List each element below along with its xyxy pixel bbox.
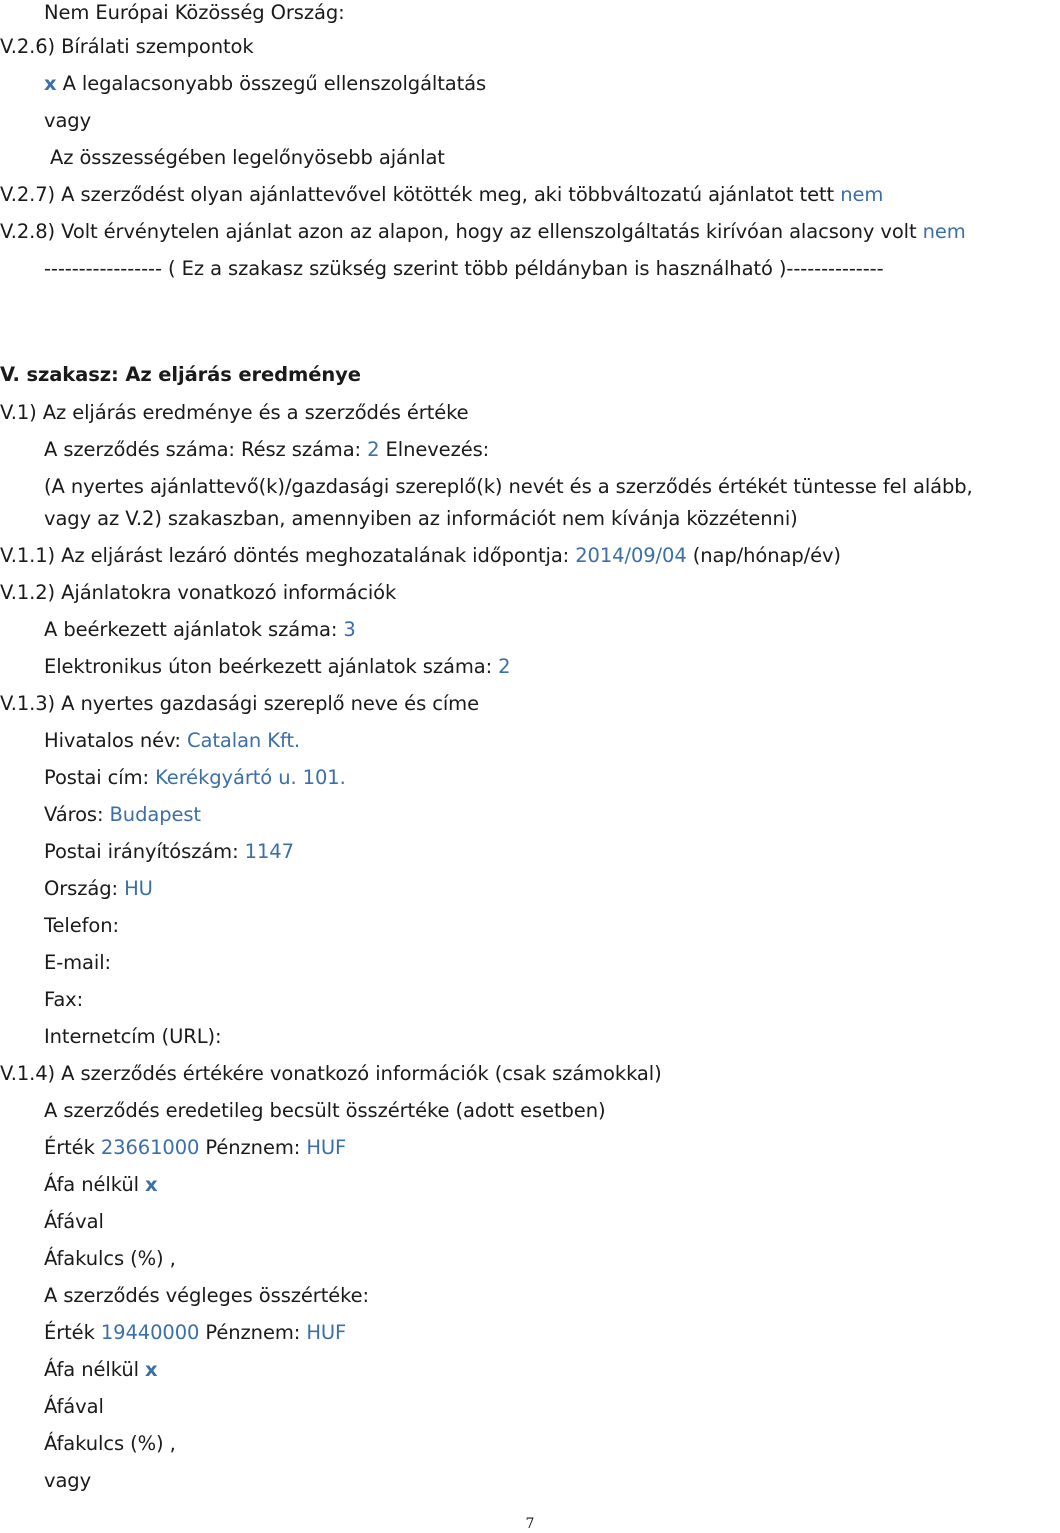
- or-text-bottom: vagy: [44, 1469, 92, 1492]
- url-line: Internetcím (URL):: [44, 1025, 222, 1048]
- final-value-amount: 19440000: [100, 1321, 200, 1344]
- winner-heading: V.1.3) A nyertes gazdasági szereplő neve és címe: [0, 692, 479, 715]
- postal-address-line: Postai cím: Kerékgyártó u. 101.: [44, 766, 346, 789]
- official-name-line: Hivatalos név: Catalan Kft.: [44, 729, 301, 752]
- city-line: Város: Budapest: [44, 803, 201, 826]
- decision-date-line: V.1.1) Az eljárást lezáró döntés meghozatalának időpontja: 2014/09/04 (nap/hónap/év): [0, 544, 841, 567]
- final-value-currency: HUF: [306, 1321, 347, 1344]
- final-without-vat-line: Áfa nélkül x: [44, 1358, 158, 1381]
- postal-code-value: 1147: [244, 840, 294, 863]
- estimated-value-line: Érték 23661000 Pénznem: HUF: [44, 1136, 347, 1159]
- award-criteria-heading: V.2.6) Bírálati szempontok: [0, 35, 254, 58]
- offers-received-line: A beérkezett ajánlatok száma: 3: [44, 618, 356, 641]
- estimated-without-vat-line: Áfa nélkül x: [44, 1173, 158, 1196]
- electronic-offers-line: Elektronikus úton beérkezett ajánlatok száma: 2: [44, 655, 511, 678]
- final-value-heading: A szerződés végleges összértéke:: [44, 1284, 370, 1307]
- postal-code-line: Postai irányítószám: 1147: [44, 840, 294, 863]
- estimated-value-amount: 23661000: [100, 1136, 200, 1159]
- procedure-result-heading: V.1) Az eljárás eredménye és a szerződés értéke: [0, 401, 469, 424]
- contract-number-line: A szerződés száma: Rész száma: 2 Elnevezés:: [44, 438, 490, 461]
- city-value: Budapest: [109, 803, 201, 826]
- variant-offer-line: V.2.7) A szerződést olyan ajánlattevővel kötötték meg, aki többváltozatú ajánlatot tett nem: [0, 183, 884, 206]
- winner-instruction-line-2: vagy az V.2) szakaszban, amennyiben az információt nem kívánja közzétenni): [44, 507, 798, 530]
- variant-offer-value: nem: [840, 183, 884, 206]
- selected-mark: x: [145, 1358, 158, 1381]
- fax-line: Fax:: [44, 988, 84, 1011]
- final-value-line: Érték 19440000 Pénznem: HUF: [44, 1321, 347, 1344]
- country-line: Ország: HU: [44, 877, 153, 900]
- phone-line: Telefon:: [44, 914, 119, 937]
- winner-instruction-line-1: (A nyertes ajánlattevő(k)/gazdasági szereplő(k) nevét és a szerződés értékét tüntesse fel alább,: [44, 475, 973, 498]
- selected-mark: x: [145, 1173, 158, 1196]
- estimated-value-currency: HUF: [306, 1136, 347, 1159]
- offers-received-value: 3: [343, 618, 356, 641]
- final-with-vat-line: Áfával: [44, 1395, 104, 1418]
- postal-address-value: Kerékgyártó u. 101.: [155, 766, 346, 789]
- invalid-offer-line: V.2.8) Volt érvénytelen ajánlat azon az alapon, hogy az ellenszolgáltatás kirívóan alacsony volt nem: [0, 220, 966, 243]
- criteria-lowest-price: x A legalacsonyabb összegű ellenszolgáltatás: [44, 72, 487, 95]
- repeatable-section-separator: ----------------- ( Ez a szakasz szükség szerint több példányban is használható )--------------: [44, 257, 884, 280]
- criteria-most-advantageous: Az összességében legelőnyösebb ajánlat: [50, 146, 445, 169]
- country-value: HU: [124, 877, 153, 900]
- final-vat-rate-line: Áfakulcs (%) ,: [44, 1432, 176, 1455]
- estimated-vat-rate-line: Áfakulcs (%) ,: [44, 1247, 176, 1270]
- contract-value-heading: V.1.4) A szerződés értékére vonatkozó információk (csak számokkal): [0, 1062, 662, 1085]
- page-number: 7: [525, 1516, 535, 1532]
- non-eu-country-line: Nem Európai Közösség Ország:: [44, 1, 345, 24]
- selected-mark: x: [44, 72, 57, 95]
- offers-info-heading: V.1.2) Ajánlatokra vonatkozó információk: [0, 581, 397, 604]
- lot-number-value: 2: [367, 438, 380, 461]
- invalid-offer-value: nem: [922, 220, 966, 243]
- estimated-with-vat-line: Áfával: [44, 1210, 104, 1233]
- email-line: E-mail:: [44, 951, 112, 974]
- or-text: vagy: [44, 109, 92, 132]
- decision-date-value: 2014/09/04: [575, 544, 687, 567]
- official-name-value: Catalan Kft.: [186, 729, 301, 752]
- section-heading: V. szakasz: Az eljárás eredménye: [0, 363, 361, 386]
- estimated-value-heading: A szerződés eredetileg becsült összértéke (adott esetben): [44, 1099, 606, 1122]
- electronic-offers-value: 2: [498, 655, 511, 678]
